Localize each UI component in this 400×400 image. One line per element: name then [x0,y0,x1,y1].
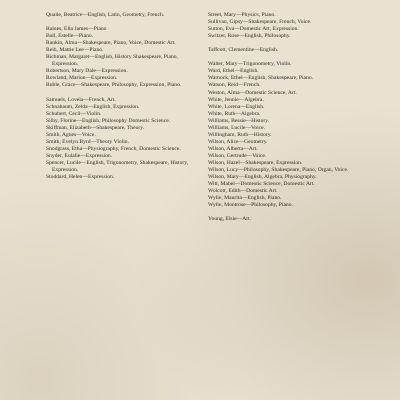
student-entry: Switzer, Rose—English, Philosophy. [208,33,291,40]
student-entry: Warnock, Ethel—English, Shakespeare, Piano. [208,75,314,82]
student-entry: Snodgrass, Etha—Physiography, French, Domestic Science. [46,145,181,152]
student-entry: Wilson, Alice—Geometry. [208,138,268,145]
left-column [46,12,198,181]
student-entry: Silby, Florine—English, Philosophy Domestic Science. [46,117,171,124]
student-entry: Wilson, Gertrude—Voice. [208,152,267,159]
student-entry: Wylie, Maurita—English, Piano. [208,195,282,202]
student-entry: Richman, Margaret—English, History Shakespeare, Piano, Expression. [46,54,178,68]
student-entry: Stoddard, Helen—Expression. [46,174,115,181]
student-entry: White, Jennie—Algebra. [208,96,264,103]
student-entry: Sullivan, Gipsy—Shakespeare, French, Voice. [208,19,312,26]
student-entry: Weston, Alma—Domestic Science, Art. [208,89,297,96]
student-entry: Schnabaum, Zelda—English, Expression. [46,103,140,110]
student-entry: Robertson, Mary Dale—Expression. [46,68,128,75]
student-entry: Sutton, Eva—Domestic Art, Expression. [208,26,299,33]
student-entry: Wylie, Montrose—Philosophy, Piano. [208,202,293,209]
student-entry: Schubert, Cecil—Violin. [46,110,102,117]
student-entry: Wilson, Lucy—Philosophy, Shakespeare, Piano, Organ, Voice. [208,167,349,174]
student-entry: Wilson, Hazel—Shakespeare, Expression. [208,159,303,166]
right-column [208,12,368,223]
student-entry: Smith, Evelyn Byrd—Theory Violin. [46,138,129,145]
entry-gap [46,19,198,26]
student-entry: Walter, Mary—Trigonometry, Violin. [208,61,292,68]
student-entry: Wilson, Mary—English, Algebra, Physiography. [208,174,317,181]
student-entry: White, Lorena—English. [208,103,265,110]
student-entry: Williams, Lucile—Voice. [208,124,265,131]
student-entry: Rankin, Alma—Shakespeare, Piano, Voice, Domestic Art. [46,40,176,47]
student-entry: Raines, Ella James—Piano [46,26,107,33]
student-entry: Watson, Reid—French. [208,82,261,89]
student-entry: Ward, Ethel—English. [208,68,259,75]
entry-gap [46,90,198,97]
student-entry: Rowland, Marion—Expression. [46,75,118,82]
student-entry: Williams, Bessie—History. [208,117,270,124]
student-entry: Samuels, Lovela—French, Art. [46,96,116,103]
student-entry: Willingham, Ruth—History. [208,131,272,138]
student-entry: Young, Elsie—Art. [208,216,252,223]
student-entry: Wolcott, Edith—Domestic Art. [208,188,278,195]
student-entry: Witt, Mabel—Domestic Science, Domestic Art. [208,181,315,188]
student-entry: White, Ruth—Algebra. [208,110,261,117]
student-entry: Skiffman, Elizabeth—Shakespeare, Theory. [46,124,145,131]
student-entry: Snyder, Eulalie—Expression. [46,152,113,159]
student-entry: Ruble, Grace—Shakespeare, Philosophy, Expression, Piano. [46,82,182,89]
student-entry: Reih, Mattie Lee—Piano. [46,47,104,54]
student-entry: Wilson, Alberta—Art. [208,145,258,152]
student-entry: Taffcott, Clementine—English. [208,47,279,54]
entry-gap [208,209,368,216]
student-entry: Ball, Estelle—Piano. [46,33,94,40]
student-entry: Spencer, Lucile—English, Trigonometry, Shakespeare, History, Expression. [46,159,189,174]
student-entry: Street, Mary—Physics, Piano. [208,12,276,18]
student-entry: Quaile, Beatrice—English, Latin, Geometry, French. [46,12,165,18]
student-entry: Smith, Agnes—Voice. [46,131,96,138]
entry-gap [208,54,368,61]
